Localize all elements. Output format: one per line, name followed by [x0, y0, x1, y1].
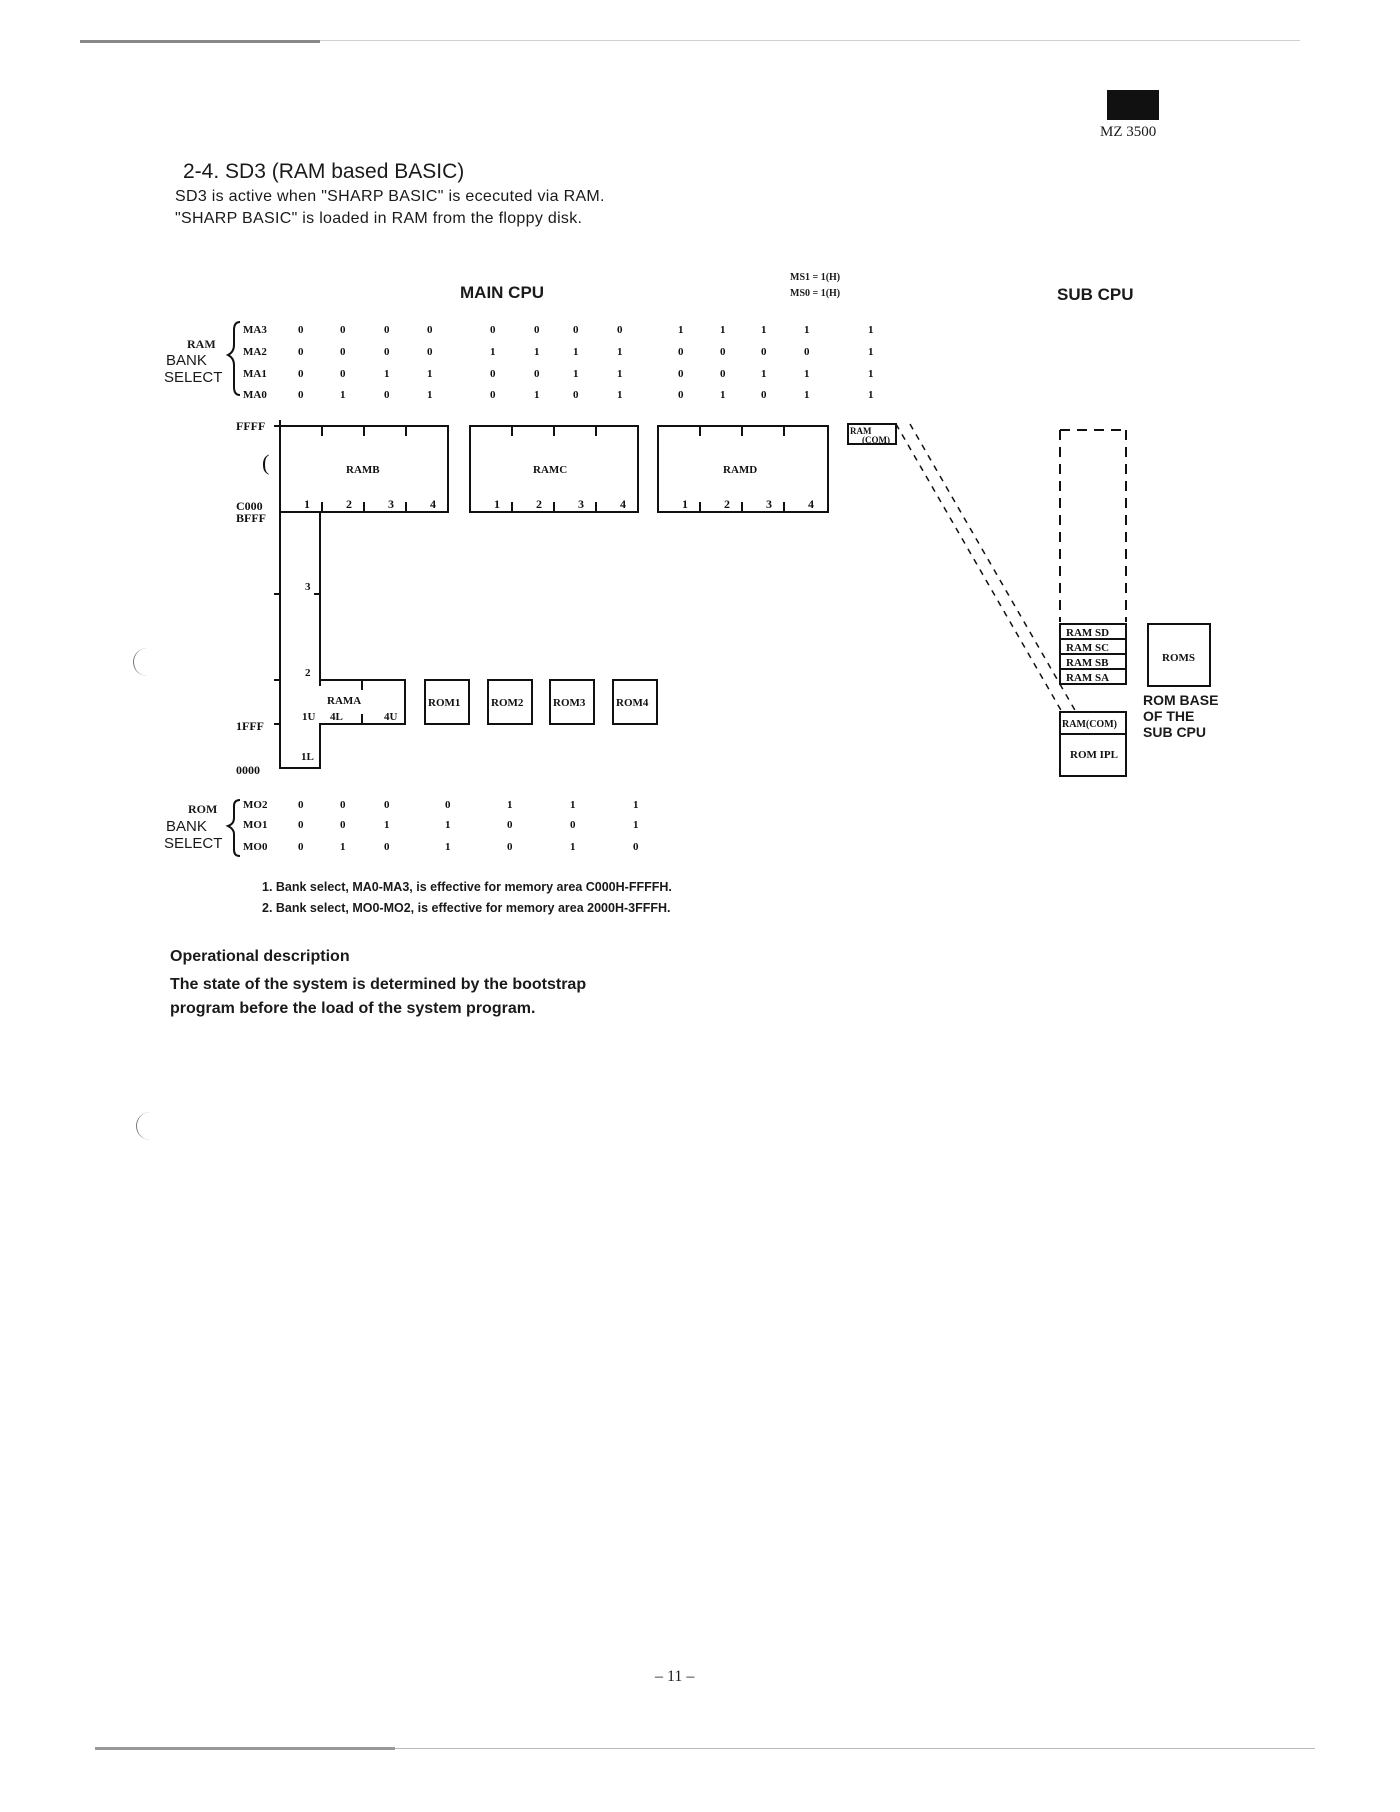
ram-bit-cell: 1: [761, 324, 767, 336]
rama-seg-1l: 1L: [301, 751, 314, 763]
signal-mo0: MO0: [243, 841, 268, 853]
ms1-label: MS1 = 1(H): [790, 272, 841, 283]
rom-bank-label-rom: ROM: [188, 802, 218, 816]
ram-bank-label-select: SELECT: [164, 369, 223, 386]
rom-base-line-2: OF THE: [1143, 708, 1195, 724]
rama-label: RAMA: [327, 695, 362, 707]
rama-seg-3: 3: [305, 581, 311, 593]
ram-bit-cell: 1: [617, 389, 623, 401]
ram-bit-cell: 0: [761, 346, 767, 358]
roms-label: ROMS: [1162, 652, 1195, 664]
rom2-label: ROM2: [491, 697, 524, 709]
rom-bit-cell: 0: [298, 841, 304, 853]
ram-bank-label-bank: BANK: [166, 352, 207, 369]
ram-bit-cell: 1: [534, 389, 540, 401]
operational-line-2: program before the load of the system program.: [170, 1000, 536, 1017]
rom-bank-label-bank: BANK: [166, 818, 207, 835]
slot-number: 2: [346, 497, 352, 511]
ram-bit-cell: 0: [720, 368, 726, 380]
rom-select-bracket: [228, 800, 240, 856]
ram-bit-cell: 0: [427, 346, 433, 358]
rom-bit-cell: 1: [340, 841, 346, 853]
ram-bit-cell: 1: [804, 368, 810, 380]
ram-bit-cell: 1: [490, 346, 496, 358]
signal-ma2: MA2: [243, 346, 267, 358]
ram-bit-cell: 0: [490, 324, 496, 336]
slot-number: 4: [620, 497, 626, 511]
rom-bit-cell: 0: [340, 799, 346, 811]
model-number: MZ 3500: [1100, 124, 1157, 140]
ram-bit-cell: 1: [804, 324, 810, 336]
rom-bit-cell: 0: [340, 819, 346, 831]
ram-bit-cell: 1: [573, 346, 579, 358]
rom1-label: ROM1: [428, 697, 461, 709]
addr-0000: 0000: [236, 763, 260, 777]
slot-number: 3: [766, 497, 772, 511]
slot-number: 1: [494, 497, 500, 511]
ram-com-link: [896, 424, 1076, 712]
ram-bit-cell: 0: [340, 346, 346, 358]
ram-bit-cell: 1: [534, 346, 540, 358]
rom-bit-cell: 1: [570, 841, 576, 853]
rom-bit-cell: 0: [384, 841, 390, 853]
ram-bit-cell: 0: [573, 389, 579, 401]
ram-bit-cell: 0: [298, 324, 304, 336]
rama-outline: [280, 512, 405, 768]
ram-bit-cell: 0: [720, 346, 726, 358]
slot-number: 2: [724, 497, 730, 511]
note-1: 1. Bank select, MA0-MA3, is effective for memory area C000H-FFFFH.: [262, 880, 672, 894]
slot-number: 1: [682, 497, 688, 511]
ram-bit-cell: 0: [384, 346, 390, 358]
rom-bank-label-select: SELECT: [164, 835, 223, 852]
ramb-label: RAMB: [346, 464, 380, 476]
rom-bit-cell: 0: [384, 799, 390, 811]
sub-ram-sa: RAM SA: [1066, 672, 1110, 684]
rom-bit-cell: 1: [445, 819, 451, 831]
slot-number: 3: [578, 497, 584, 511]
ram-bit-cell: 0: [573, 324, 579, 336]
sub-cpu-dashed-column: [1060, 430, 1126, 622]
slot-number: 3: [388, 497, 394, 511]
ram-bit-cell: 1: [868, 346, 874, 358]
sub-ram-sd: RAM SD: [1066, 627, 1110, 639]
rom-bit-cell: 0: [298, 799, 304, 811]
rom-bit-cell: 0: [633, 841, 639, 853]
rom-bit-cell: 0: [445, 799, 451, 811]
scan-mark-2: [136, 1112, 151, 1140]
ram-bit-cell: 1: [617, 346, 623, 358]
ram-bit-cell: 1: [617, 368, 623, 380]
intro-line-2: "SHARP BASIC" is loaded in RAM from the floppy disk.: [175, 210, 583, 227]
rom-bit-cell: 1: [570, 799, 576, 811]
ram-bit-cell: 1: [720, 389, 726, 401]
ram-bit-cell: 0: [534, 368, 540, 380]
addr-bfff: BFFF: [236, 511, 266, 525]
addr-1fff: 1FFF: [236, 719, 264, 733]
ram-bit-cell: 1: [804, 389, 810, 401]
page-number: – 11 –: [655, 1668, 695, 1685]
addr-range-mark: (: [262, 450, 270, 475]
main-cpu-heading: MAIN CPU: [460, 283, 545, 302]
ram-bit-cell: 0: [427, 324, 433, 336]
ram-bit-cell: 0: [804, 346, 810, 358]
sub-rom-ipl-label: ROM IPL: [1070, 749, 1118, 761]
rom-bit-cell: 0: [507, 841, 513, 853]
note-2: 2. Bank select, MO0-MO2, is effective for memory area 2000H-3FFFH.: [262, 901, 671, 915]
ram-select-bracket: [228, 322, 240, 395]
ram-bit-cell: 0: [490, 368, 496, 380]
rom3-label: ROM3: [553, 697, 586, 709]
ramd-label: RAMD: [723, 464, 758, 476]
ram-bit-cell: 1: [720, 324, 726, 336]
rom-bit-cell: 0: [570, 819, 576, 831]
rama-seg-4u: 4U: [384, 711, 398, 723]
ramc-label: RAMC: [533, 464, 568, 476]
addr-c000: C000: [236, 499, 263, 513]
ram-bit-cell: 0: [298, 346, 304, 358]
ms0-label: MS0 = 1(H): [790, 288, 841, 299]
ram-bit-cell: 1: [384, 368, 390, 380]
rom-bit-cell: 1: [507, 799, 513, 811]
signal-mo1: MO1: [243, 819, 268, 831]
ram-bit-cell: 0: [298, 389, 304, 401]
slot-number: 4: [430, 497, 436, 511]
ram-bit-cell: 1: [761, 368, 767, 380]
operational-line-1: The state of the system is determined by the bootstrap: [170, 976, 587, 993]
rom-bit-cell: 1: [445, 841, 451, 853]
ram-bit-cell: 1: [868, 368, 874, 380]
ram-bit-cell: 1: [573, 368, 579, 380]
bottom-rule-accent: [95, 1747, 395, 1750]
main-ram-com-label-1: RAM: [850, 426, 872, 436]
ram-bit-cell: 1: [340, 389, 346, 401]
ram-bit-cell: 1: [868, 389, 874, 401]
rama-seg-2: 2: [305, 667, 311, 679]
rom-bit-cell: 0: [298, 819, 304, 831]
signal-ma0: MA0: [243, 389, 267, 401]
ram-bit-cell: 0: [490, 389, 496, 401]
rama-seg-1u: 1U: [302, 711, 316, 723]
ram-bit-cell: 1: [868, 324, 874, 336]
ram-bit-cell: 0: [384, 324, 390, 336]
operational-heading: Operational description: [170, 948, 350, 965]
rom-base-line-3: SUB CPU: [1143, 724, 1207, 740]
intro-line-1: SD3 is active when "SHARP BASIC" is ececuted via RAM.: [175, 188, 605, 205]
ram-bit-cell: 0: [340, 324, 346, 336]
ram-bank-label-ram: RAM: [187, 337, 216, 351]
signal-ma3: MA3: [243, 324, 267, 336]
slot-number: 4: [808, 497, 814, 511]
ram-bit-cell: 0: [298, 368, 304, 380]
ram-bit-cell: 0: [678, 346, 684, 358]
ram-bit-cell: 0: [678, 368, 684, 380]
slot-number: 2: [536, 497, 542, 511]
signal-ma1: MA1: [243, 368, 267, 380]
ram-bit-cell: 0: [678, 389, 684, 401]
ram-bit-cell: 1: [678, 324, 684, 336]
ram-bit-cell: 1: [427, 368, 433, 380]
sub-ram-sc: RAM SC: [1066, 642, 1110, 654]
ram-bit-cell: 0: [534, 324, 540, 336]
section-title: 2-4. SD3 (RAM based BASIC): [183, 160, 465, 183]
rom-bit-cell: 0: [507, 819, 513, 831]
rom-bit-cell: 1: [633, 819, 639, 831]
sub-ram-sb: RAM SB: [1066, 657, 1109, 669]
sub-cpu-heading: SUB CPU: [1057, 285, 1134, 304]
rom-bit-cell: 1: [384, 819, 390, 831]
ram-bit-cell: 0: [384, 389, 390, 401]
slot-number: 1: [304, 497, 310, 511]
main-ram-com-label-2: (COM): [862, 435, 890, 445]
ram-bit-cell: 0: [761, 389, 767, 401]
addr-ffff: FFFF: [236, 419, 266, 433]
ram-bit-cell: 0: [340, 368, 346, 380]
rom-bit-cell: 1: [633, 799, 639, 811]
rom4-label: ROM4: [616, 697, 649, 709]
sub-ram-com-label: RAM(COM): [1062, 719, 1117, 730]
ram-bit-cell: 1: [427, 389, 433, 401]
rama-seg-4l: 4L: [330, 711, 343, 723]
rom-base-line-1: ROM BASE: [1143, 692, 1219, 708]
signal-mo2: MO2: [243, 799, 268, 811]
ram-bit-cell: 0: [617, 324, 623, 336]
